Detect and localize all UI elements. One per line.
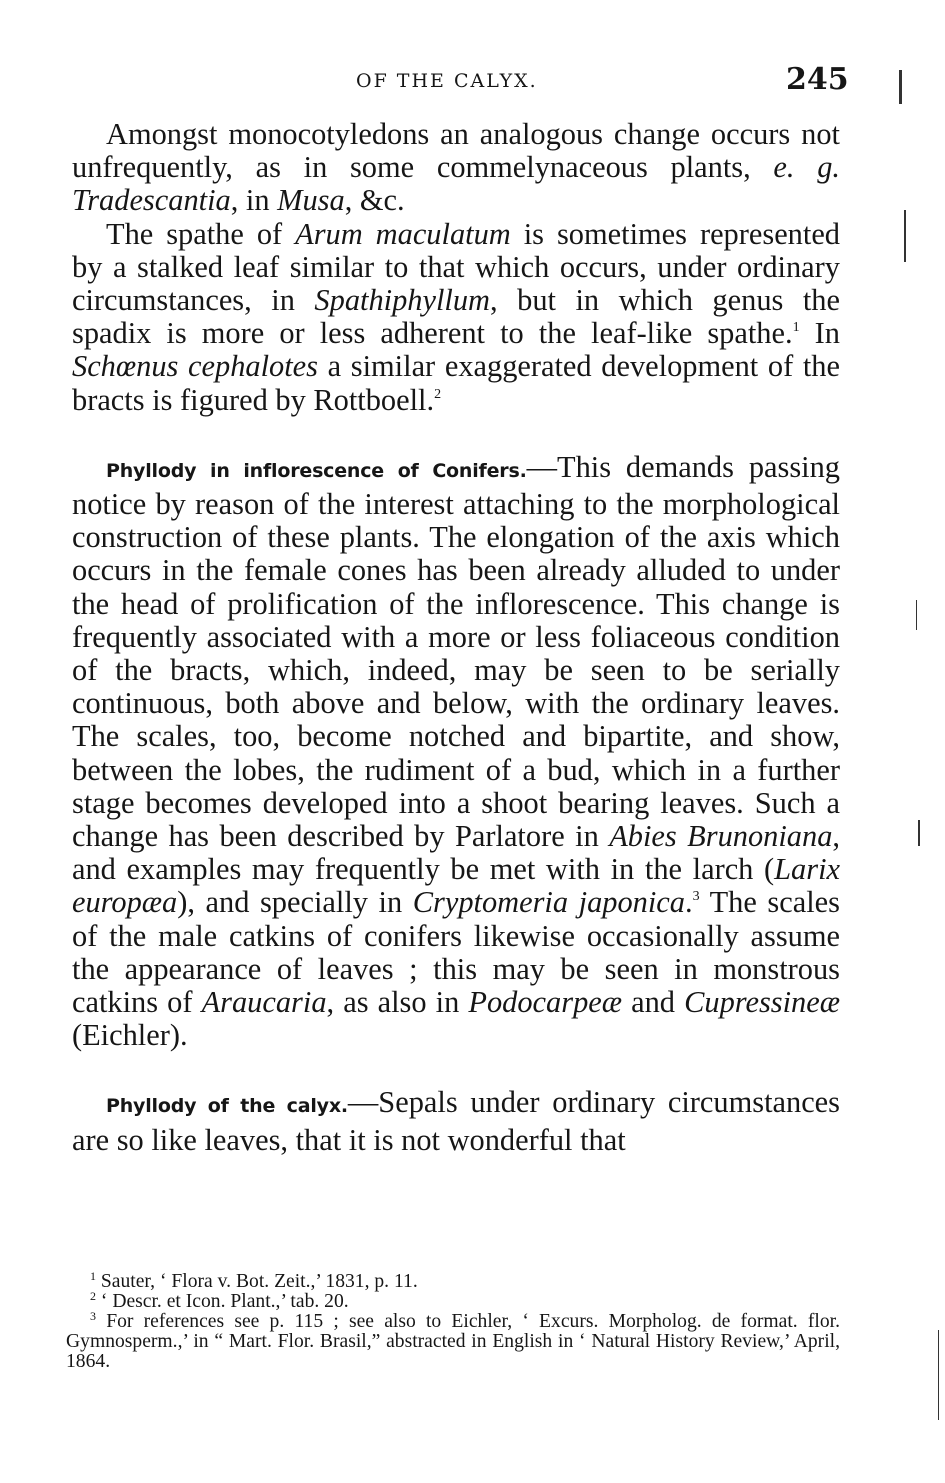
italic-term: Cryptomeria japonica <box>412 885 685 920</box>
footnotes <box>66 1269 840 1372</box>
section-heading: Phyllody of the calyx. <box>106 1095 348 1118</box>
italic-term: e. g. Tradescantia <box>72 150 840 218</box>
section-heading: Phyllody in inflorescence of Conifers. <box>106 459 527 482</box>
text-run: The scales of the male catkins of conifers likewise occasionally assume the appearance of leaves ; this may be seen in monstrous catkins of <box>72 885 840 1020</box>
text-run: a similar exaggerated development of the bracts is figured by Rottboell. <box>72 349 840 417</box>
italic-term: Cupressineæ <box>684 985 841 1020</box>
section-calyx <box>72 1086 840 1156</box>
italic-term: Schœnus cephalotes <box>72 349 318 384</box>
text-run: Amongst monocotyledons an analogous change occurs not unfrequently, as in some commelynaceous plants, <box>72 117 840 185</box>
running-head <box>0 62 945 97</box>
text-run: . <box>684 885 693 920</box>
italic-term: Araucaria <box>201 985 327 1020</box>
page-number: 245 <box>786 62 849 97</box>
footnote-text: For references see p. 115 ; see also to Eichler, ‘ Excurs. Morpholog. de format. flor. Gymnosperm.,’ in “ Mart. Flor. Brasil,” abstracted in English in ‘ Natural History Review,’ April, 1864. <box>66 1311 840 1372</box>
text-run: The spathe of <box>106 216 296 251</box>
text-run: —This demands passing notice by reason of the interest attaching to the morphological construction of these plants. The elongation of the axis which occurs in the female cones has been already alluded to under the head of prolification of the inflorescence. This change is frequently associated with a more or less foliaceous condition of the bracts, which, indeed, may be seen to be serially continuous, both above and below, with the ordinary leaves. The scales, too, become notched and bipartite, and show, between the lobes, the rudiment of a bud, which in a further stage becomes developed into a shoot bearing leaves. Such a change has been described by Parlatore in <box>72 449 840 854</box>
text-run: and <box>622 985 685 1020</box>
italic-term: Spathiphyllum <box>314 283 490 318</box>
section-conifers <box>72 451 840 1053</box>
footnote-text: Sauter, ‘ Flora v. Bot. Zeit.,’ 1831, p. 11. <box>96 1271 418 1292</box>
footnote-mark: 1 <box>90 1269 96 1283</box>
scan-margin-marks <box>898 0 945 1483</box>
body-text <box>72 118 840 1157</box>
italic-term: Musa <box>277 183 345 218</box>
footnote-text: ‘ Descr. et Icon. Plant.,’ tab. 20. <box>96 1291 349 1312</box>
italic-term: Abies Brunoniana <box>609 819 833 854</box>
scan-mark <box>938 1330 939 1420</box>
text-run: , as also in <box>326 985 469 1020</box>
italic-term: Arum maculatum <box>295 216 511 251</box>
running-title: OF THE CALYX. <box>356 70 538 92</box>
text-run: is sometimes represented by a stalked leaf similar to that which occurs, under ordinary circumstances, in <box>72 216 840 318</box>
text-run: In <box>799 316 840 351</box>
text-run: , &c. <box>344 183 405 218</box>
text-run: , in <box>230 183 278 218</box>
scan-mark <box>899 70 902 104</box>
paragraph-spathe <box>72 218 840 417</box>
footnote-ref: 1 <box>792 320 800 336</box>
footnote-3 <box>66 1309 840 1372</box>
scan-mark <box>916 600 917 630</box>
text-run: —Sepals under ordinary circumstances are so like leaves, that it is not wonderful that <box>72 1085 840 1157</box>
italic-term: Larix europæa <box>72 852 840 920</box>
text-run: , but in which genus the spadix is more or less adherent to the leaf-like spathe. <box>72 283 840 351</box>
footnote-ref: 3 <box>692 889 700 905</box>
text-run: (Eichler). <box>72 1018 188 1053</box>
text-run: ), and specially in <box>177 885 413 920</box>
text-run: , and examples may frequently be met with in the larch ( <box>72 819 840 887</box>
footnote-ref: 2 <box>434 386 442 402</box>
scan-mark <box>918 820 920 846</box>
scan-mark <box>904 210 906 262</box>
paragraph-monocotyledons <box>72 118 840 218</box>
footnote-mark: 2 <box>90 1289 96 1303</box>
italic-term: Podocarpeæ <box>468 985 623 1020</box>
footnote-mark: 3 <box>90 1309 96 1323</box>
footnote-1 <box>66 1269 840 1292</box>
footnote-2 <box>66 1289 840 1312</box>
